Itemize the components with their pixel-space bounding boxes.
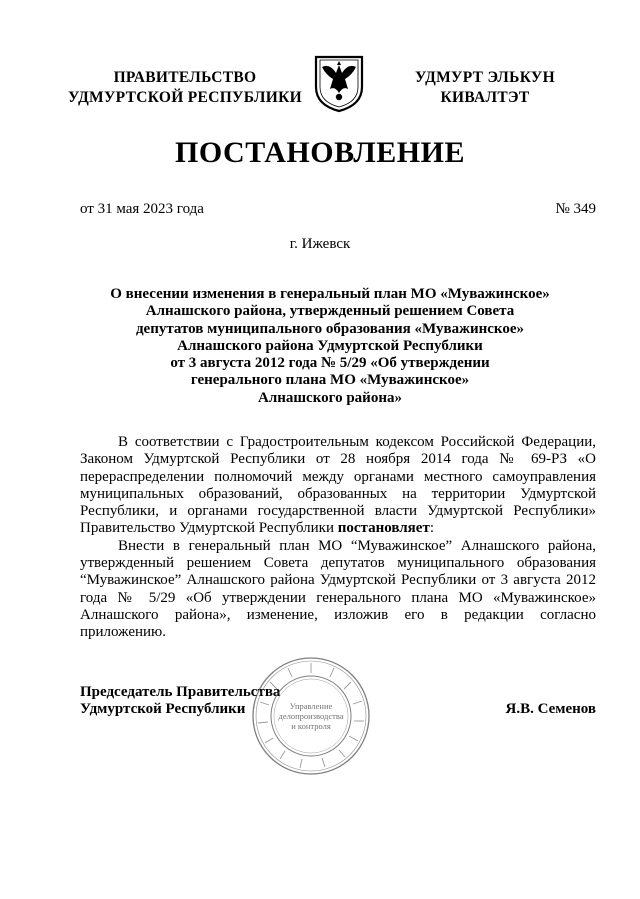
document-date: от 31 мая 2023 года bbox=[80, 201, 204, 217]
document-subject bbox=[60, 286, 600, 407]
stamp-inner-line2: делопроизводства bbox=[278, 711, 344, 721]
subject-line: от 3 августа 2012 года № 5/29 «Об утверждении bbox=[170, 355, 490, 372]
signature-name: Я.В. Семенов bbox=[505, 701, 596, 717]
subject-line: Алнашского района» bbox=[258, 389, 402, 406]
subject-line: О внесении изменения в генеральный план МО «Муважинское» bbox=[110, 286, 550, 302]
header-right bbox=[385, 68, 585, 108]
body-paragraph-1-end: : bbox=[429, 520, 434, 537]
body-paragraph-1 bbox=[80, 434, 596, 538]
header-right-line2: КИВАЛТЭТ bbox=[440, 89, 530, 106]
subject-line: Алнашского района, утвержденный решением Совета bbox=[145, 303, 515, 320]
stamp-inner-line1: Управление bbox=[289, 701, 333, 711]
signature-position-line2: Удмуртской Республики bbox=[80, 701, 246, 718]
document-body bbox=[80, 434, 596, 642]
header-left-line2: УДМУРТСКОЙ РЕСПУБЛИКИ bbox=[67, 89, 302, 106]
header-right-line1: УДМУРТ ЭЛЬКУН bbox=[415, 69, 555, 86]
document-title: ПОСТАНОВЛЕНИЕ bbox=[175, 136, 465, 169]
document-number: № 349 bbox=[555, 201, 596, 217]
header-left bbox=[60, 68, 310, 108]
official-stamp bbox=[250, 655, 372, 777]
subject-line: депутатов муниципального образования «Муважинское» bbox=[135, 320, 525, 337]
body-paragraph-1-bold: постановляет bbox=[337, 520, 430, 537]
header-left-line1: ПРАВИТЕЛЬСТВО bbox=[113, 69, 257, 86]
stamp-inner-line3: и контроля bbox=[291, 721, 331, 731]
subject-line: генерального плана МО «Муважинское» bbox=[190, 372, 470, 389]
signature-position-line1: Председатель Правительства bbox=[80, 684, 281, 700]
subject-line: Алнашского района Удмуртской Республики bbox=[177, 337, 483, 354]
udmurt-emblem-icon bbox=[312, 53, 366, 113]
body-paragraph-1-text: В соответствии с Градостроительным кодексом Российской Федерации, Законом Удмуртской Республики от 28 ноября 2014 года № 69-РЗ «О перераспределении полномочий между органами местного самоуправления муниципальных образований, образованных на территории Удмуртской Республики, и органами государственной власти Удмуртской Республики» Правительство Удмуртской Республики bbox=[80, 434, 596, 537]
document-city: г. Ижевск bbox=[289, 236, 351, 252]
body-paragraph-2: Внести в генеральный план МО “Муважинское” Алнашского района, утвержденный решением Совета депутатов муниципального образования “Муважинское” Алнашского района Удмуртской Республики от 3 августа 2012 года № 5/29 «Об утверждении генерального плана МО «Муважинское» Алнашского района», изменение, изложив его в редакции согласно приложению. bbox=[80, 537, 596, 641]
